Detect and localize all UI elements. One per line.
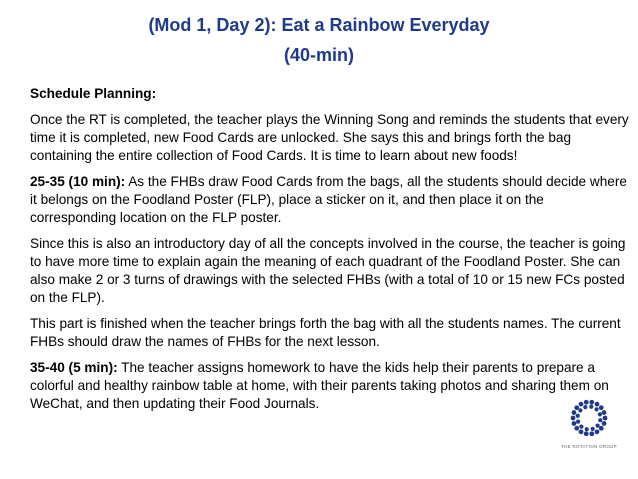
document-body xyxy=(30,85,630,421)
logo-dot xyxy=(598,418,602,422)
logo-dot xyxy=(596,424,600,428)
paragraph-text: The teacher assigns homework to have the kids help their parents to prepare a colorful and healthy rainbow table at home, with their parents taking photos and sharing them on WeChat, and then updating their Food Journals. xyxy=(30,360,609,411)
company-logo xyxy=(558,398,620,449)
logo-dot xyxy=(591,427,595,431)
time-label: 25-35 (10 min): xyxy=(30,174,126,189)
logo-dot xyxy=(583,405,587,409)
logo-dot xyxy=(578,408,582,412)
logo-dot xyxy=(589,431,594,436)
logo-dot xyxy=(585,427,589,431)
logo-dot xyxy=(589,400,594,405)
logo-dot xyxy=(579,425,583,429)
logo-dot xyxy=(572,410,577,415)
paragraph-introductory: Since this is also an introductory day of all the concepts involved in the course, the teacher is going to have more time to explain again the meaning of each quadrant of the Foodland Poster. She can also make 2 or 3 turns of drawings with the selected FHBs (with a total of 10 or 15 new FCs posted on the FLP). xyxy=(30,236,626,305)
logo-text: THE ROTATION GROUP xyxy=(561,444,617,449)
paragraph-intro: Once the RT is completed, the teacher plays the Winning Song and reminds the students that every time it is completed, new Food Cards are unlocked. She says this and brings forth the bag containing the entire collection of Food Cards. It is time to learn about new foods! xyxy=(30,112,629,163)
section-heading: Schedule Planning: xyxy=(30,86,157,101)
logo-dot xyxy=(595,407,599,411)
logo-dot xyxy=(584,400,589,405)
logo-dot xyxy=(571,416,576,421)
logo-dot xyxy=(598,412,602,416)
logo-dot xyxy=(599,405,604,410)
logo-dot xyxy=(579,429,584,434)
logo-dot xyxy=(603,416,608,421)
logo-dot xyxy=(584,431,589,436)
ring-of-dots-logo-icon xyxy=(569,398,609,438)
logo-dot xyxy=(574,426,579,431)
page-subtitle: (40-min) xyxy=(283,45,354,65)
logo-dot xyxy=(595,429,600,434)
logo-dot xyxy=(576,414,580,418)
logo-dot xyxy=(602,421,607,426)
paragraph-step-35-40 xyxy=(30,359,630,413)
time-label: 35-40 (5 min): xyxy=(30,360,118,375)
logo-dot xyxy=(574,405,579,410)
logo-dot xyxy=(576,420,580,424)
page-title: (Mod 1, Day 2): Eat a Rainbow Everyday xyxy=(148,15,490,35)
paragraph-finish: This part is finished when the teacher brings forth the bag with all the students names. The current FHBs should draw the names of FHBs for the next lesson. xyxy=(30,316,621,349)
logo-dot xyxy=(572,421,577,426)
logo-dot xyxy=(602,410,607,415)
logo-dot xyxy=(599,426,604,431)
logo-dot xyxy=(579,402,584,407)
logo-dot xyxy=(595,402,600,407)
paragraph-step-25-35 xyxy=(30,173,630,227)
paragraph-text: As the FHBs draw Food Cards from the bags, all the students should decide where it belongs on the Foodland Poster (FLP), place a sticker on it, and then place it on the corresponding location on the FLP poster. xyxy=(30,174,627,225)
logo-dot xyxy=(589,405,593,409)
